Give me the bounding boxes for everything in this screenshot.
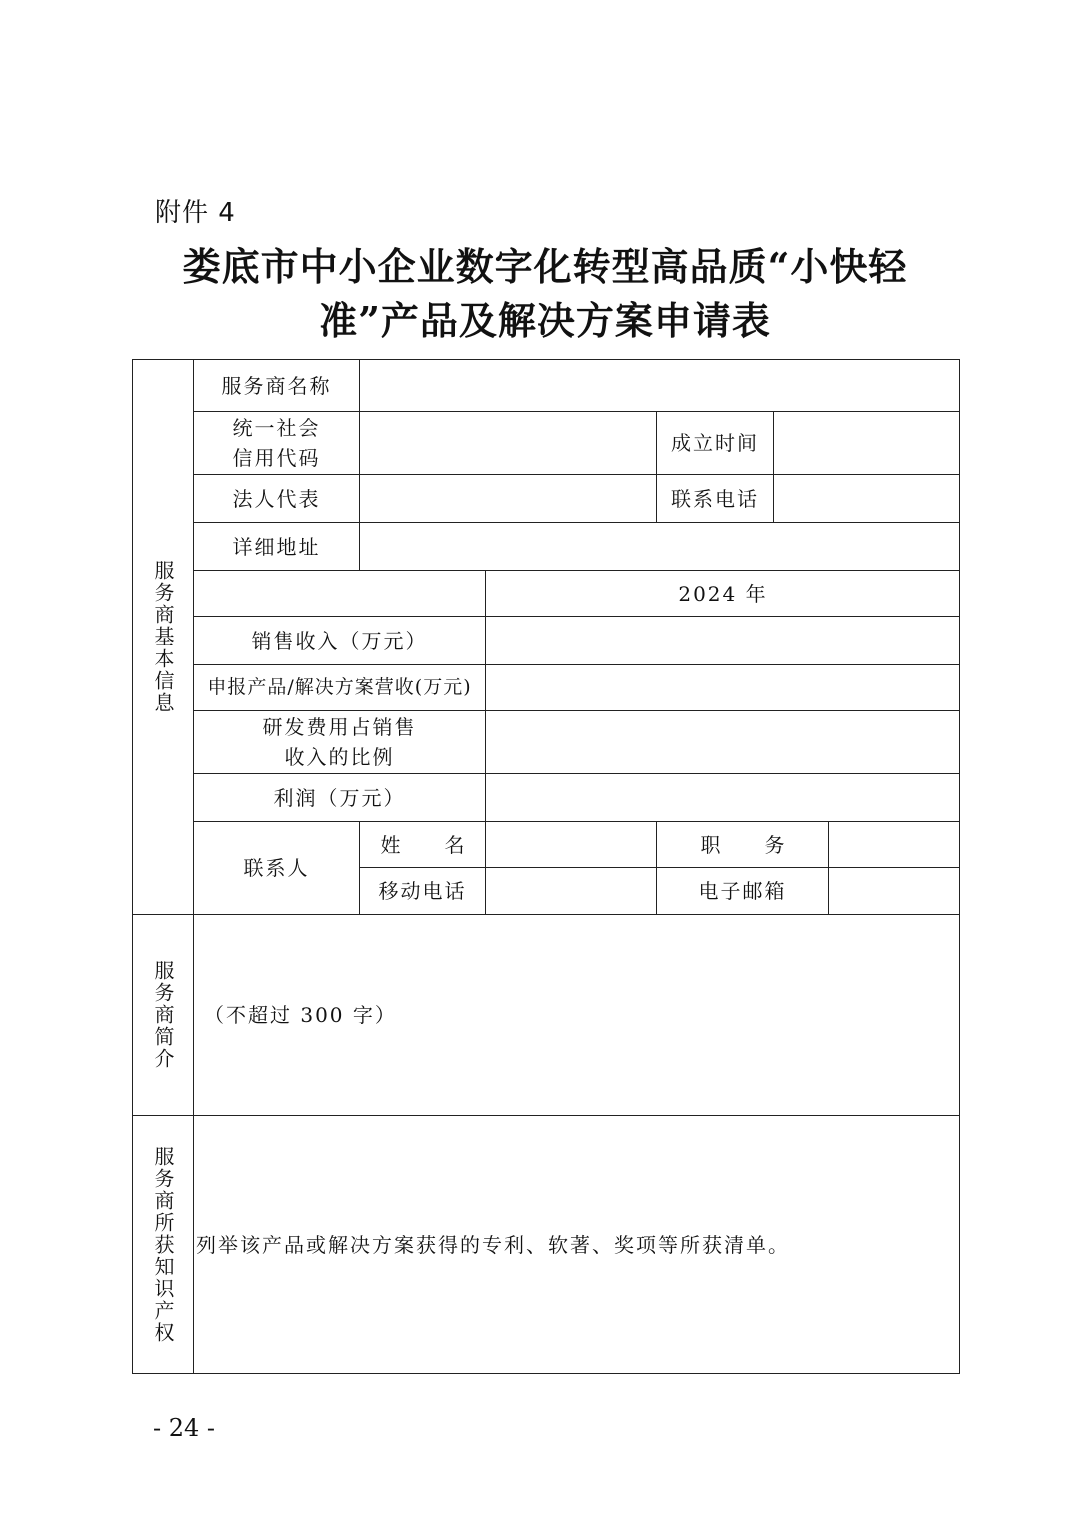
page-title-line2: 准”产品及解决方案申请表 <box>319 298 771 343</box>
established-label: 成立时间 <box>656 411 773 474</box>
page-number: - 24 - <box>153 1414 216 1442</box>
section-ip <box>132 1115 193 1374</box>
address-field[interactable] <box>359 522 960 570</box>
credit-code-field[interactable] <box>359 411 656 474</box>
profit-field[interactable] <box>485 773 960 821</box>
section-ip-label: 服务商所获知识产权 <box>151 1146 175 1344</box>
contact-label: 联系人 <box>193 821 359 914</box>
email-field[interactable] <box>828 867 960 914</box>
rd-ratio-label: 研发费用占销售 收入的比例 <box>193 710 485 773</box>
sales-revenue-field[interactable] <box>485 616 960 664</box>
application-form <box>132 359 960 1374</box>
email-label: 电子邮箱 <box>656 867 828 914</box>
product-revenue-field[interactable] <box>485 664 960 710</box>
mobile-field[interactable] <box>485 867 656 914</box>
intro-field[interactable] <box>193 914 960 1115</box>
phone-label: 联系电话 <box>656 474 773 522</box>
year-header-blank <box>193 570 485 616</box>
legal-rep-field[interactable] <box>359 474 656 522</box>
section-intro <box>132 914 193 1115</box>
ip-note: 列举该产品或解决方案获得的专利、软著、奖项等所获清单。 <box>196 1233 790 1257</box>
mobile-label: 移动电话 <box>359 867 485 914</box>
established-field[interactable] <box>773 411 960 474</box>
year-header: 2024 年 <box>485 570 960 616</box>
provider-name-field[interactable] <box>359 359 960 411</box>
section-basic-info <box>132 359 193 914</box>
credit-code-label: 统一社会 信用代码 <box>193 411 359 474</box>
sales-revenue-label: 销售收入（万元） <box>193 616 485 664</box>
phone-field[interactable] <box>773 474 960 522</box>
contact-name-field[interactable] <box>485 821 656 867</box>
contact-position-field[interactable] <box>828 821 960 867</box>
address-label: 详细地址 <box>193 522 359 570</box>
ip-field[interactable] <box>193 1115 960 1374</box>
product-revenue-label: 申报产品/解决方案营收(万元) <box>193 664 485 710</box>
provider-name-label: 服务商名称 <box>193 359 359 411</box>
rd-ratio-field[interactable] <box>485 710 960 773</box>
page-title-line1: 娄底市中小企业数字化转型高品质“小快轻 <box>182 244 908 289</box>
profit-label: 利润（万元） <box>193 773 485 821</box>
attachment-label: 附件 4 <box>155 198 236 228</box>
intro-note: （不超过 300 字） <box>204 1003 397 1027</box>
legal-rep-label: 法人代表 <box>193 474 359 522</box>
contact-name-label: 姓 名 <box>359 821 485 867</box>
contact-position-label: 职 务 <box>656 821 828 867</box>
section-intro-label: 服务商简介 <box>151 960 175 1070</box>
section-basic-info-label: 服务商基本信息 <box>151 560 175 714</box>
